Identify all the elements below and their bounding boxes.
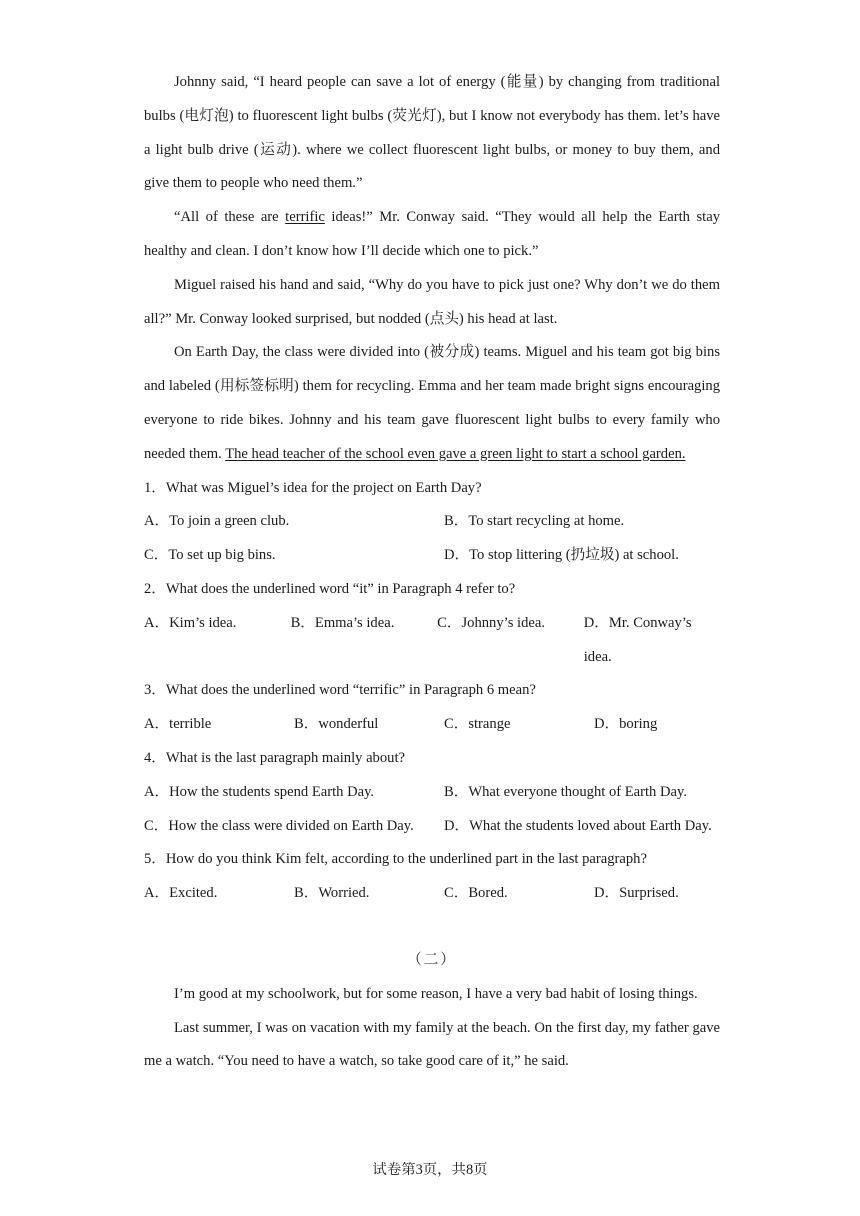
question-4-option-a[interactable]: A．How the students spend Earth Day. [144,783,375,800]
page-footer: 试卷第3页，共8页 [372,1162,488,1178]
paragraph-bad-habit: I’m good at my schoolwork, but for some reason, I have a very bad habit of losing things. [174,985,698,1002]
question-2-stem: 2．What does the underlined word “it” in Paragraph 4 refer to? [144,580,516,597]
question-3-option-c[interactable]: C．strange [444,716,511,733]
question-5-option-c[interactable]: C．Bored. [444,885,508,902]
question-3-option-d[interactable]: D．boring [594,716,658,733]
paragraph-text: ideas!” Mr. Conway said. “They would all help the Earth stay healthy and clean. I don’t know how I’ll decide which one to pick.” [144,209,720,259]
underlined-sentence: The head teacher of the school even gave a green light to start a school garden. [225,445,686,462]
paragraph-miguel [144,269,720,337]
paragraph-text: Miguel raised his hand and said, “Why do you have to pick just one? Why don’t we do them all?” Mr. Conway looked surprised, but nodded (点头) his head at last. [144,276,720,327]
question-3-option-a[interactable]: A．terrible [144,716,212,733]
paragraph-conway [144,201,720,269]
question-1-option-d[interactable]: D．To stop littering (扔垃圾) at school. [444,547,679,564]
paragraph-text: “All of these are [174,209,286,226]
question-1-options-row-2 [144,539,720,573]
question-1-option-b[interactable]: B．To start recycling at home. [444,513,625,530]
question-5-option-b[interactable]: B．Worried. [294,885,370,902]
question-4-options-row-1 [144,776,720,810]
question-2-options [144,607,720,675]
question-5-options [144,877,720,911]
question-1-stem: 1．What was Miguel’s idea for the project on Earth Day? [144,479,482,496]
question-2-option-b[interactable]: B．Emma’s idea. [290,614,395,631]
question-4-option-c[interactable]: C．How the class were divided on Earth Day. [144,817,414,834]
question-1-option-a[interactable]: A．To join a green club. [144,513,290,530]
question-2-option-a[interactable]: A．Kim’s idea. [144,614,237,631]
paragraph-earth-day [144,336,720,471]
question-3-options [144,708,720,742]
question-2-option-d[interactable]: D．Mr. Conway’s idea. [583,614,692,665]
question-4-option-d[interactable]: D．What the students loved about Earth Day. [444,817,712,834]
paragraph-text: On Earth Day, the class were divided into (被分成) teams. Miguel and his team got big bins and labeled (用标签标明) them for recycling. Emma and her team made bright signs encouraging everyone to ride bikes. Johnny and his team gave fluorescent light bulbs to every family who needed them. [144,344,720,462]
question-4-stem: 4．What is the last paragraph mainly about? [144,749,405,766]
question-3-stem: 3．What does the underlined word “terrific” in Paragraph 6 mean? [144,682,536,699]
paragraph-johnny [144,66,720,201]
question-2-option-c[interactable]: C．Johnny’s idea. [437,614,545,631]
question-4-options-row-2 [144,810,720,844]
question-5-option-a[interactable]: A．Excited. [144,885,218,902]
page-content [144,66,720,1079]
question-4-option-b[interactable]: B．What everyone thought of Earth Day. [444,783,688,800]
question-5-stem: 5．How do you think Kim felt, according to the underlined part in the last paragraph? [144,851,647,868]
question-3-option-b[interactable]: B．wonderful [294,716,379,733]
question-1-options-row-1 [144,505,720,539]
paragraph-vacation: Last summer, I was on vacation with my family at the beach. On the first day, my father gave me a watch. “You need to have a watch, so take good care of it,” he said. [144,1019,720,1070]
underlined-word-terrific: terrific [285,209,325,226]
section-heading: （二） [407,951,457,968]
question-5-option-d[interactable]: D．Surprised. [594,885,679,902]
question-1-option-c[interactable]: C．To set up big bins. [144,547,276,564]
paragraph-text: Johnny said, “I heard people can save a lot of energy (能量) by changing from traditional bulbs (电灯泡) to fluorescent light bulbs (荧光灯), but I know not everybody has them. let’s have a light bulb drive (运动). where we collect fluorescent light bulbs, or money to buy them, and give them to people who need them.” [144,74,720,192]
